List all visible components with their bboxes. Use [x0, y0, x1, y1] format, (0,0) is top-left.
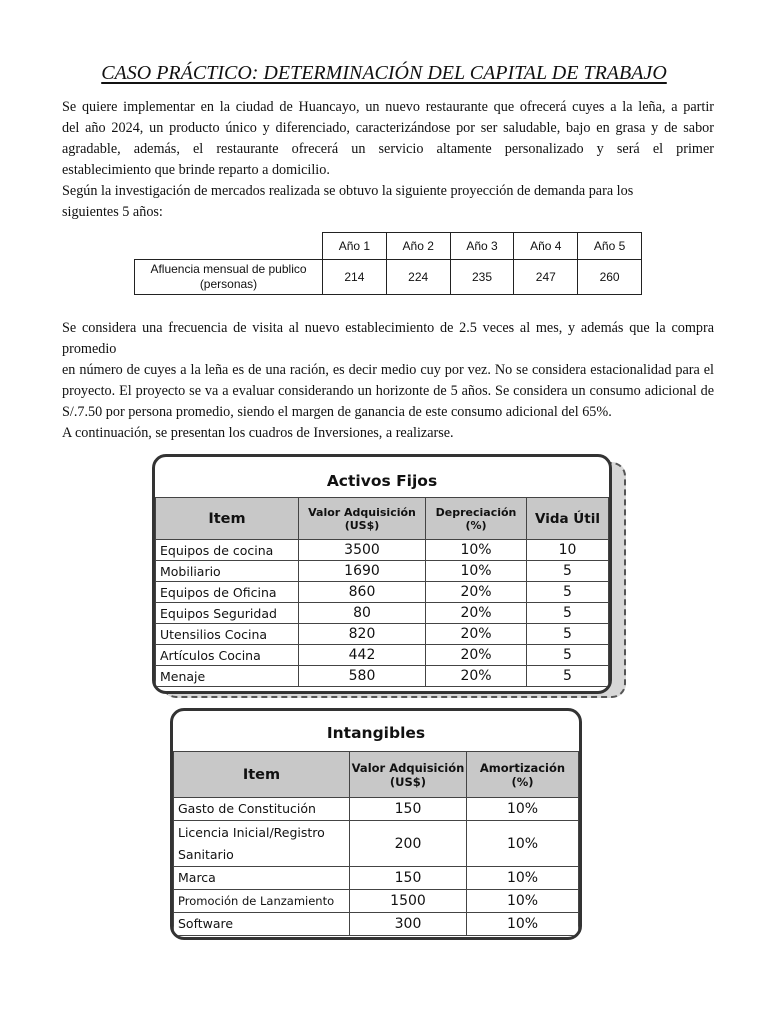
- value-cell: 150: [350, 798, 467, 821]
- text-line: en número de cuyes a la leña es de una ración, es decir medio cuy por vez. No se considera estacionalidad para el: [62, 362, 714, 378]
- depreciation-cell: 20%: [426, 645, 527, 666]
- intangibles-title: Intangibles: [326, 724, 426, 742]
- row-label-line: (personas): [199, 277, 258, 291]
- year-header: Año 5: [578, 233, 642, 260]
- item-cell: Artículos Cocina: [156, 645, 299, 666]
- table-row: [174, 821, 579, 867]
- page-title: CASO PRÁCTICO: DETERMINACIÓN DEL CAPITAL DE TRABAJO: [101, 62, 667, 84]
- fixed-assets-box: [152, 454, 612, 694]
- item-cell: Utensilios Cocina: [156, 624, 299, 645]
- item-cell: Software: [174, 913, 350, 936]
- header-depreciation: Depreciación (%): [426, 498, 527, 540]
- intangibles-box: [170, 708, 582, 940]
- intro-paragraph: [62, 97, 714, 223]
- text-line: del año 2024, un producto único y diferenciado, caracterizándose por ser saludable, bajo en grasa y de sabor: [62, 120, 714, 136]
- year-header: Año 2: [386, 233, 450, 260]
- year-header: Año 3: [450, 233, 514, 260]
- header-useful-life: Vida Útil: [527, 498, 609, 540]
- fixed-assets-title: Activos Fijos: [326, 472, 438, 490]
- text-line: proyecto. El proyecto se va a evaluar considerando un horizonte de 5 años. Se considera un consumo adicional de: [62, 383, 714, 399]
- table-row: [156, 666, 609, 687]
- demand-value: 247: [514, 260, 578, 295]
- header-amortization: Amortización (%): [467, 752, 579, 798]
- fixed-assets-table: [155, 497, 609, 687]
- row-label-line: Afluencia mensual de publico: [150, 262, 307, 276]
- year-header: Año 4: [514, 233, 578, 260]
- value-cell: 580: [299, 666, 426, 687]
- value-cell: 860: [299, 582, 426, 603]
- table-row: [174, 890, 579, 913]
- year-header: Año 1: [323, 233, 387, 260]
- item-cell: Equipos de Oficina: [156, 582, 299, 603]
- depreciation-cell: 20%: [426, 582, 527, 603]
- row-label: [135, 260, 323, 295]
- demand-value: 260: [578, 260, 642, 295]
- useful-life-cell: 10: [527, 540, 609, 561]
- item-cell: Licencia Inicial/Registro Sanitario: [174, 821, 350, 867]
- text-line: Se quiere implementar en la ciudad de Huancayo, un nuevo restaurante que ofrecerá cuyes a la leña, a partir: [62, 99, 714, 115]
- depreciation-cell: 20%: [426, 666, 527, 687]
- item-cell: Menaje: [156, 666, 299, 687]
- amortization-cell: 10%: [467, 821, 579, 867]
- item-cell: Gasto de Constitución: [174, 798, 350, 821]
- useful-life-cell: 5: [527, 582, 609, 603]
- value-cell: 442: [299, 645, 426, 666]
- useful-life-cell: 5: [527, 666, 609, 687]
- text-line: Según la investigación de mercados realizada se obtuvo la siguiente proyección de demanda para los: [62, 183, 634, 199]
- table-row: [156, 582, 609, 603]
- useful-life-cell: 5: [527, 624, 609, 645]
- item-cell: Marca: [174, 867, 350, 890]
- useful-life-cell: 5: [527, 561, 609, 582]
- amortization-cell: 10%: [467, 890, 579, 913]
- table-row: [156, 624, 609, 645]
- demand-value: 235: [450, 260, 514, 295]
- header-value: Valor Adquisición (US$): [299, 498, 426, 540]
- table-row: [174, 867, 579, 890]
- table-row: [174, 798, 579, 821]
- intangibles-table: [173, 751, 579, 936]
- text-line: Se considera una frecuencia de visita al nuevo establecimiento de 2.5 veces al mes, y además que la compra promedio: [62, 320, 714, 357]
- header-item: Item: [156, 498, 299, 540]
- item-cell: Equipos de cocina: [156, 540, 299, 561]
- text-line: A continuación, se presentan los cuadros de Inversiones, a realizarse.: [62, 425, 454, 441]
- text-line: establecimiento que brinde reparto a domicilio.: [62, 162, 330, 178]
- empty-cell: [135, 233, 323, 260]
- useful-life-cell: 5: [527, 645, 609, 666]
- amortization-cell: 10%: [467, 798, 579, 821]
- depreciation-cell: 10%: [426, 540, 527, 561]
- useful-life-cell: 5: [527, 603, 609, 624]
- body-paragraph: [62, 318, 714, 444]
- header-item: Item: [174, 752, 350, 798]
- depreciation-cell: 20%: [426, 603, 527, 624]
- item-cell: Promoción de Lanzamiento: [174, 890, 350, 913]
- value-cell: 1500: [350, 890, 467, 913]
- table-row: [156, 540, 609, 561]
- table-row: [156, 645, 609, 666]
- value-cell: 820: [299, 624, 426, 645]
- text-line: S/.7.50 por persona promedio, siendo el margen de ganancia de este consumo adicional del 65%.: [62, 404, 612, 420]
- demand-value: 214: [323, 260, 387, 295]
- table-row: [156, 603, 609, 624]
- depreciation-cell: 10%: [426, 561, 527, 582]
- header-value: Valor Adquisición (US$): [350, 752, 467, 798]
- text-line: siguientes 5 años:: [62, 204, 163, 220]
- demand-projection-table: [134, 232, 642, 295]
- value-cell: 200: [350, 821, 467, 867]
- item-cell: Equipos Seguridad: [156, 603, 299, 624]
- value-cell: 80: [299, 603, 426, 624]
- value-cell: 150: [350, 867, 467, 890]
- table-row: [174, 913, 579, 936]
- value-cell: 300: [350, 913, 467, 936]
- text-line: agradable, además, el restaurante ofrecerá un servicio altamente personalizado y será el primer: [62, 141, 714, 157]
- item-cell: Mobiliario: [156, 561, 299, 582]
- table-row: [156, 561, 609, 582]
- amortization-cell: 10%: [467, 913, 579, 936]
- amortization-cell: 10%: [467, 867, 579, 890]
- demand-value: 224: [386, 260, 450, 295]
- depreciation-cell: 20%: [426, 624, 527, 645]
- value-cell: 1690: [299, 561, 426, 582]
- value-cell: 3500: [299, 540, 426, 561]
